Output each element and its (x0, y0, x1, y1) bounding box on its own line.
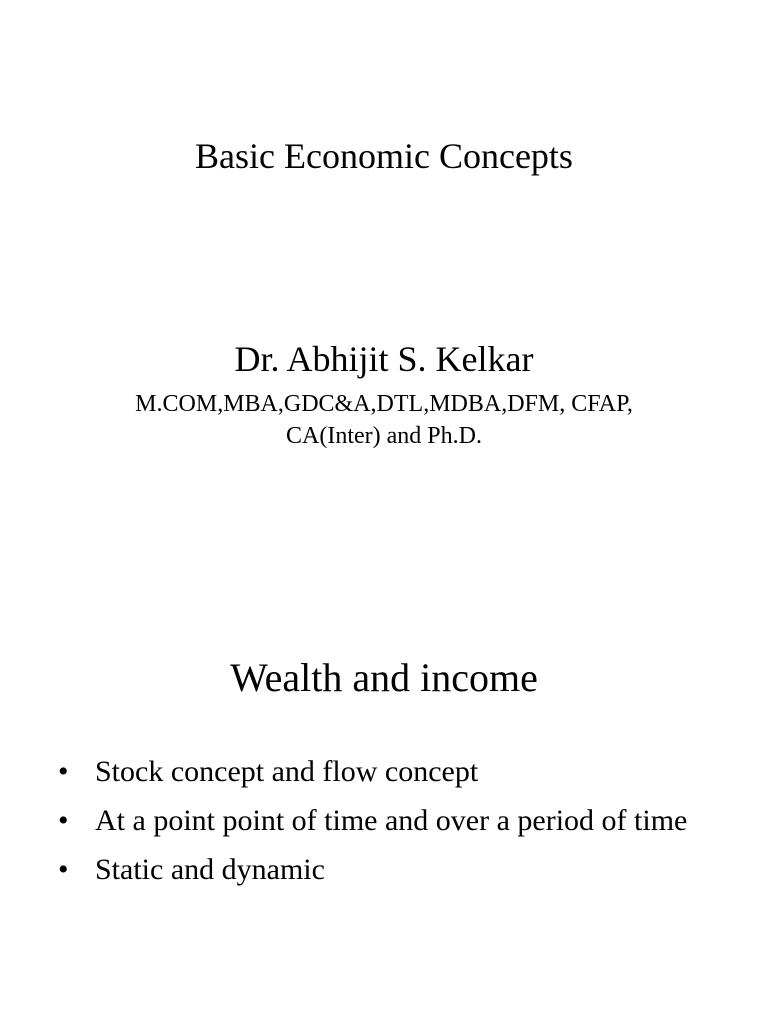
bullet-text: At a point point of time and over a period of time (95, 804, 688, 837)
credentials-line-1: M.COM,MBA,GDC&A,DTL,MDBA,DFM, CFAP, (135, 391, 633, 417)
bullet-icon: • (58, 853, 69, 886)
bullet-item (58, 850, 718, 890)
bullet-item (58, 801, 718, 841)
author-name: Dr. Abhijit S. Kelkar (234, 339, 534, 379)
bullet-text: Stock concept and flow concept (95, 755, 479, 788)
bullet-text: Static and dynamic (95, 853, 325, 886)
author-credentials (0, 388, 768, 452)
credentials-line-2: CA(Inter) and Ph.D. (286, 423, 482, 449)
bullet-icon: • (58, 804, 69, 837)
slide-wealth-and-income (0, 512, 768, 1024)
bullet-list (58, 752, 718, 899)
bullet-icon: • (58, 755, 69, 788)
slide-title: Wealth and income (230, 655, 538, 700)
slide-title: Basic Economic Concepts (195, 136, 573, 176)
bullet-item (58, 752, 718, 792)
